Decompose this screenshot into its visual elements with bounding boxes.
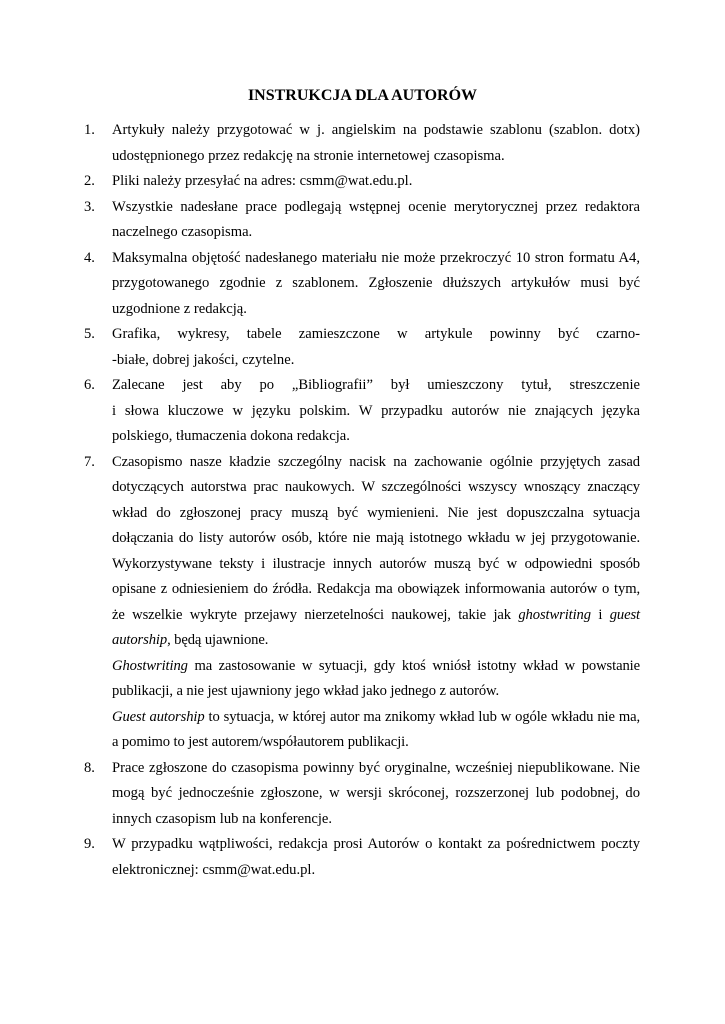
list-number: 4. [84, 249, 95, 266]
list-text: Maksymalna objętość nadesłanego materiału nie może przekroczyć 10 stron formatu A4, przygotowanego zgodnie z szablonem. Zgłoszenie dłuższych artykułów musi być uzgodnione z redakcją. [112, 249, 640, 317]
list-item-5 [84, 322, 640, 373]
list-text-main [112, 450, 640, 654]
list-text: Prace zgłoszone do czasopisma powinny być oryginalne, wcześniej niepublikowane. Nie mogą być jednocześnie zgłoszone, w wersji skróconej, rozszerzonej lub podobnej, do innych czasopism lub na konferencje. [112, 759, 640, 827]
list-text-line1: Grafika, wykresy, tabele zamieszczone w artykule powinny być czarno- [112, 326, 640, 342]
text-segment: ma zastosowanie w sytuacji, gdy ktoś wniósł istotny wkład w powstanie publikacji, a nie jest ujawniony jego wkład jako jednego z autorów. [112, 657, 640, 699]
list-item-3 [84, 195, 640, 246]
list-number: 6. [84, 377, 95, 393]
list-number: 7. [84, 453, 95, 470]
list-number: 5. [84, 326, 95, 342]
text-segment: i [590, 606, 610, 623]
ghostwriting-definition [112, 654, 640, 705]
list-number: 3. [84, 198, 95, 215]
list-item-9 [84, 832, 640, 883]
list-text: Wszystkie nadesłane prace podlegają wstępnej ocenie merytorycznej przez redaktora naczelnego czasopisma. [112, 198, 640, 240]
list-text-line1: Zalecane jest aby po „Bibliografii” był umieszczony tytuł, streszczenie [112, 377, 640, 393]
ghostwriting-term: Ghostwriting [112, 657, 188, 674]
list-item-6 [84, 373, 640, 450]
list-item-7 [84, 450, 640, 756]
list-text-line2: -białe, dobrej jakości, czytelne. [112, 351, 295, 368]
list-text: Pliki należy przesyłać na adres: csmm@wat.edu.pl. [112, 173, 413, 189]
list-item-4 [84, 246, 640, 323]
list-item-8 [84, 756, 640, 833]
term-guest-autorship: guest autorship [112, 606, 640, 648]
list-item-1 [84, 118, 640, 169]
list-text-rest: i słowa kluczowe w języku polskim. W przypadku autorów nie znających języka polskiego, tłumaczenia dokona redakcja. [112, 402, 640, 444]
term-ghostwriting: ghostwriting [518, 606, 591, 623]
guest-autorship-definition [112, 705, 640, 756]
list-item-2 [84, 169, 640, 195]
list-text: W przypadku wątpliwości, redakcja prosi Autorów o kontakt za pośrednictwem poczty elektronicznej: csmm@wat.edu.pl. [112, 836, 640, 878]
text-segment: to sytuacja, w której autor ma znikomy wkład lub w ogóle wkładu nie ma, a pomimo to jest autorem/współautorem publikacji. [112, 708, 640, 750]
list-number: 9. [84, 836, 95, 852]
list-number: 1. [84, 122, 95, 138]
document-title: INSTRUKCJA DLA AUTORÓW [247, 87, 478, 104]
guest-autorship-term: Guest autorship [112, 708, 205, 725]
list-number: 8. [84, 759, 95, 776]
list-number: 2. [84, 173, 95, 189]
text-segment: , będą ujawnione. [167, 632, 269, 648]
instructions-list [84, 118, 640, 883]
text-segment: Czasopismo nasze kładzie szczególny nacisk na zachowanie ogólnie przyjętych zasad dotyczących autorstwa prac naukowych. W szczególności wszyscy wnoszący znaczący wkład do zgłoszonej pracy muszą być wymienieni. Nie jest dopuszczalna sytuacja dołączania do listy autorów osób, które nie mają istotnego wkładu w jej przygotowanie. Wykorzystywane teksty i ilustracje innych autorów muszą być w odpowiedni sposób opisane z odniesieniem do źródła. Redakcja ma obowiązek informowania autorów o tym, że wszelkie wykryte przejawy nierzetelności naukowej, takie jak [112, 453, 640, 623]
list-text: Artykuły należy przygotować w j. angielskim na podstawie szablonu (szablon. dotx) udostępnionego przez redakcję na stronie internetowej czasopisma. [112, 122, 640, 164]
